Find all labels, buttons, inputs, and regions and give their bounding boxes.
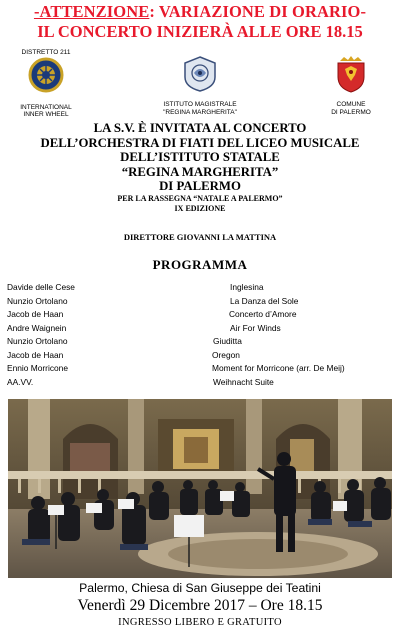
- logo-inner-wheel: [14, 49, 78, 119]
- banner-line-2: IL CONCERTO INIZIERÀ ALLE ORE 18.15: [37, 22, 363, 41]
- programme-row: [0, 377, 400, 390]
- entry-note: INGRESSO LIBERO E GRATUITO: [118, 617, 282, 628]
- programme-composer: Jacob de Haan: [7, 349, 64, 360]
- programme-row: [0, 309, 400, 322]
- programme-composer: Ennio Morricone: [7, 363, 68, 373]
- director-name: DIRETTORE GIOVANNI LA MATTINA: [123, 232, 277, 242]
- orchestra-church-illustration: [8, 399, 392, 578]
- palermo-coat-of-arms-icon: [334, 55, 368, 93]
- programme-row: [0, 336, 400, 349]
- programme-row: [0, 350, 400, 363]
- programme-piece: Concerto d’Amore: [229, 309, 297, 319]
- logo-right-caption-1: COMUNE: [336, 101, 366, 108]
- programme-piece: Inglesina: [230, 282, 264, 292]
- programme-composer: Davide delle Cese: [7, 282, 75, 292]
- programme-composer: Nunzio Ortolano: [7, 336, 68, 346]
- logo-row: [0, 48, 400, 118]
- programme-row: [0, 363, 400, 376]
- invite-line-2: DELL’ORCHESTRA DI FIATI DEL LICEO MUSICALE: [40, 135, 360, 150]
- concert-photo: [8, 399, 392, 578]
- programme-composer: AA.VV.: [7, 376, 34, 387]
- programme-row: [0, 282, 400, 295]
- logo-middle-caption-2: "REGINA MARGHERITA": [163, 108, 237, 116]
- programme-piece: La Danza del Sole: [230, 295, 299, 306]
- invitation-text: [0, 121, 400, 214]
- invite-line-3: DELL’ISTITUTO STATALE: [120, 150, 280, 164]
- programme-piece: Oregon: [212, 349, 240, 360]
- programme-composer: Jacob de Haan: [7, 309, 64, 319]
- logo-left-caption-1: INTERNATIONAL: [20, 103, 72, 111]
- school-crest-icon: [181, 55, 219, 93]
- programme-composer: Andre Waignein: [7, 322, 67, 333]
- invite-line-7: IX EDIZIONE: [174, 203, 226, 213]
- invite-line-1: LA S.V. È INVITATA AL CONCERTO: [93, 121, 307, 135]
- logo-left-top-caption: DISTRETTO 211: [21, 49, 71, 56]
- programme-title: PROGRAMMA: [152, 257, 248, 272]
- logo-middle-caption-1: ISTITUTO MAGISTRALE: [163, 101, 237, 108]
- invite-line-5: DI PALERMO: [159, 179, 241, 193]
- programme-row: [0, 323, 400, 336]
- event-date: Venerdì 29 Dicembre 2017 – Ore 18.15: [77, 597, 323, 614]
- logo-left-caption-2: INNER WHEEL: [23, 111, 69, 118]
- programme-composer: Nunzio Ortolano: [7, 295, 68, 306]
- banner-line-1-rest: : VARIAZIONE DI ORARIO-: [149, 2, 367, 21]
- programme-piece: Moment for Morricone (arr. De Meij): [212, 363, 345, 373]
- banner-attention-word: -ATTENZIONE: [33, 2, 150, 21]
- banner-line-1: [0, 2, 400, 22]
- inner-wheel-emblem-icon: [28, 57, 64, 93]
- venue-text: Palermo, Chiesa di San Giuseppe dei Teatini: [79, 581, 321, 595]
- programme-piece: Giuditta: [213, 336, 242, 346]
- logo-comune: [314, 55, 388, 116]
- invite-line-4: “REGINA MARGHERITA”: [121, 164, 279, 179]
- programme-piece: Weihnacht Suite: [213, 376, 274, 387]
- programme-row: [0, 296, 400, 309]
- invite-line-6: PER LA RASSEGNA “NATALE A PALERMO”: [117, 193, 283, 203]
- logo-right-caption-2: DI PALERMO: [331, 108, 371, 116]
- programme-piece: Air For Winds: [230, 322, 281, 333]
- logo-istituto: [150, 55, 250, 116]
